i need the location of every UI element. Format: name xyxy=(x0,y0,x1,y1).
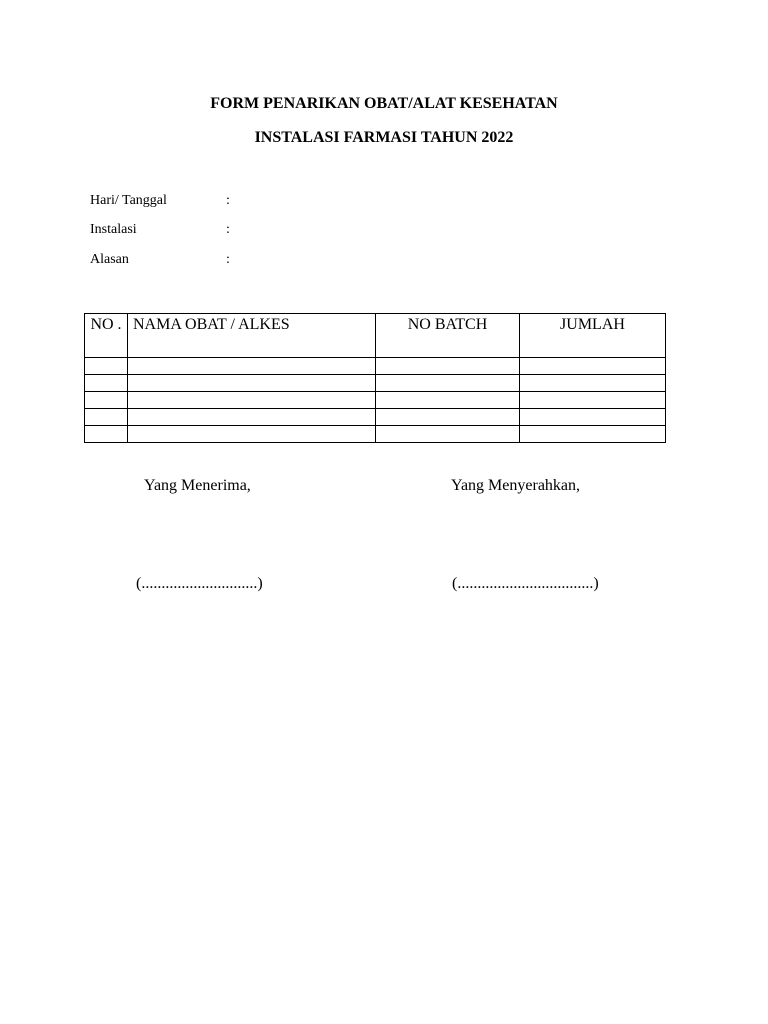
table-cell xyxy=(85,375,128,392)
column-header-no: NO . xyxy=(85,314,128,358)
table-cell xyxy=(128,426,376,443)
table-cell xyxy=(520,426,666,443)
form-subtitle: INSTALASI FARMASI TAHUN 2022 xyxy=(254,129,514,146)
items-table xyxy=(84,313,666,443)
table-cell xyxy=(85,409,128,426)
receiver-signature-heading: Yang Menerima, xyxy=(144,477,251,494)
column-header-quantity: JUMLAH xyxy=(520,314,666,358)
table-cell xyxy=(376,358,520,375)
table-row xyxy=(85,358,666,375)
receiver-signature-line: (.............................) xyxy=(136,575,263,592)
handover-signature-heading: Yang Menyerahkan, xyxy=(451,477,581,494)
field-reason-label: Alasan xyxy=(90,252,129,267)
table-cell xyxy=(85,358,128,375)
form-title: FORM PENARIKAN OBAT/ALAT KESEHATAN xyxy=(210,95,558,112)
field-installation-label: Instalasi xyxy=(90,222,137,237)
table-cell xyxy=(128,358,376,375)
field-date-separator: : xyxy=(226,193,230,208)
table-cell xyxy=(128,409,376,426)
table-cell xyxy=(376,409,520,426)
table-cell xyxy=(85,392,128,409)
table-row xyxy=(85,392,666,409)
field-installation-separator: : xyxy=(226,222,230,237)
field-date-label: Hari/ Tanggal xyxy=(90,193,167,208)
column-header-batch: NO BATCH xyxy=(376,314,520,358)
field-reason-separator: : xyxy=(226,252,230,267)
column-header-name: NAMA OBAT / ALKES xyxy=(128,314,376,358)
table-cell xyxy=(520,392,666,409)
table-cell xyxy=(520,375,666,392)
table-cell xyxy=(128,392,376,409)
handover-signature-line: (..................................) xyxy=(452,575,599,592)
table-cell xyxy=(376,375,520,392)
table-header-row xyxy=(85,314,666,358)
table-cell xyxy=(520,358,666,375)
table-cell xyxy=(520,409,666,426)
field-reason xyxy=(90,252,390,268)
table-row xyxy=(85,409,666,426)
table-row xyxy=(85,426,666,443)
table-cell xyxy=(85,426,128,443)
field-installation xyxy=(90,222,390,238)
field-date xyxy=(90,193,390,209)
table-cell xyxy=(128,375,376,392)
table-row xyxy=(85,375,666,392)
table-cell xyxy=(376,426,520,443)
table-cell xyxy=(376,392,520,409)
